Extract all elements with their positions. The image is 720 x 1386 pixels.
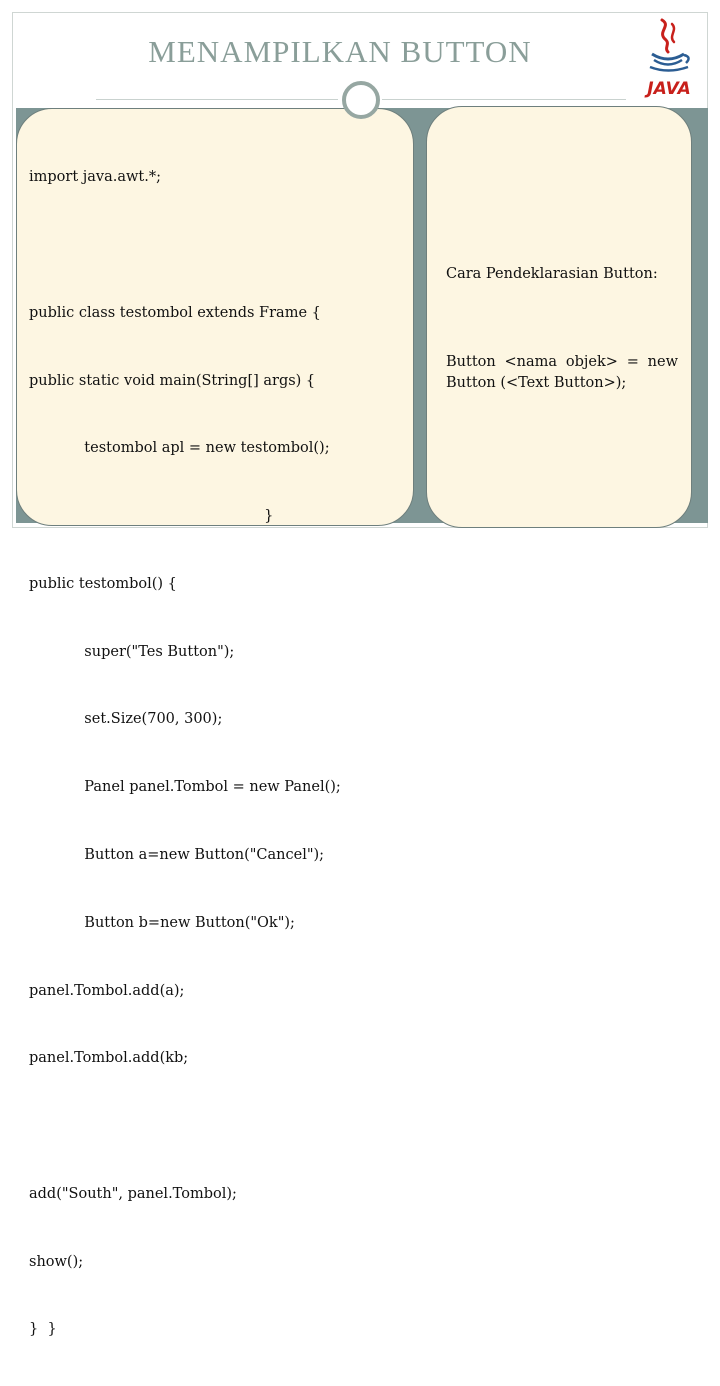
code-line: public testombol() { — [29, 575, 177, 592]
declaration-syntax — [446, 352, 678, 394]
code-line: super("Tes Button"); — [29, 643, 235, 660]
code-panel — [16, 108, 414, 1338]
code-line: testombol apl = new testombol(); — [29, 440, 330, 457]
code-line: panel.Tombol.add(a); — [29, 982, 185, 999]
code-line: import java.awt.*; — [29, 169, 161, 186]
code-line: panel.Tombol.add(kb; — [29, 1050, 189, 1067]
code-line: add("South", panel.Tombol); — [29, 1185, 237, 1202]
code-line — [29, 1115, 341, 1138]
code-line: show(); — [29, 1253, 84, 1270]
code-line: public class testombol extends Frame { — [29, 304, 321, 321]
declaration-label: Cara Pendeklarasian Button: — [446, 266, 658, 282]
code-line — [29, 234, 341, 257]
title-rule-right — [382, 99, 626, 100]
title-rule-left — [96, 99, 338, 100]
java-logo-icon — [638, 14, 700, 100]
code-line: Panel panel.Tombol = new Panel(); — [29, 779, 341, 796]
code-line: public static void main(String[] args) { — [29, 372, 316, 389]
code-line: } } — [29, 1321, 57, 1338]
code-line: } — [29, 508, 274, 525]
code-block — [29, 121, 341, 1386]
java-logo-text: JAVA — [647, 79, 691, 99]
code-line: Button a=new Button("Cancel"); — [29, 847, 325, 863]
code-line: set.Size(700, 300); — [29, 711, 223, 728]
slide-title: MENAMPILKAN BUTTON — [148, 34, 532, 69]
ring-ornament — [342, 81, 380, 119]
info-panel — [426, 106, 692, 528]
declaration-syntax-line: Button <nama objek> = new — [446, 354, 678, 370]
declaration-syntax-line: Button (<Text Button>); — [446, 375, 627, 391]
java-logo — [638, 14, 700, 100]
code-line: Button b=new Button("Ok"); — [29, 914, 295, 931]
